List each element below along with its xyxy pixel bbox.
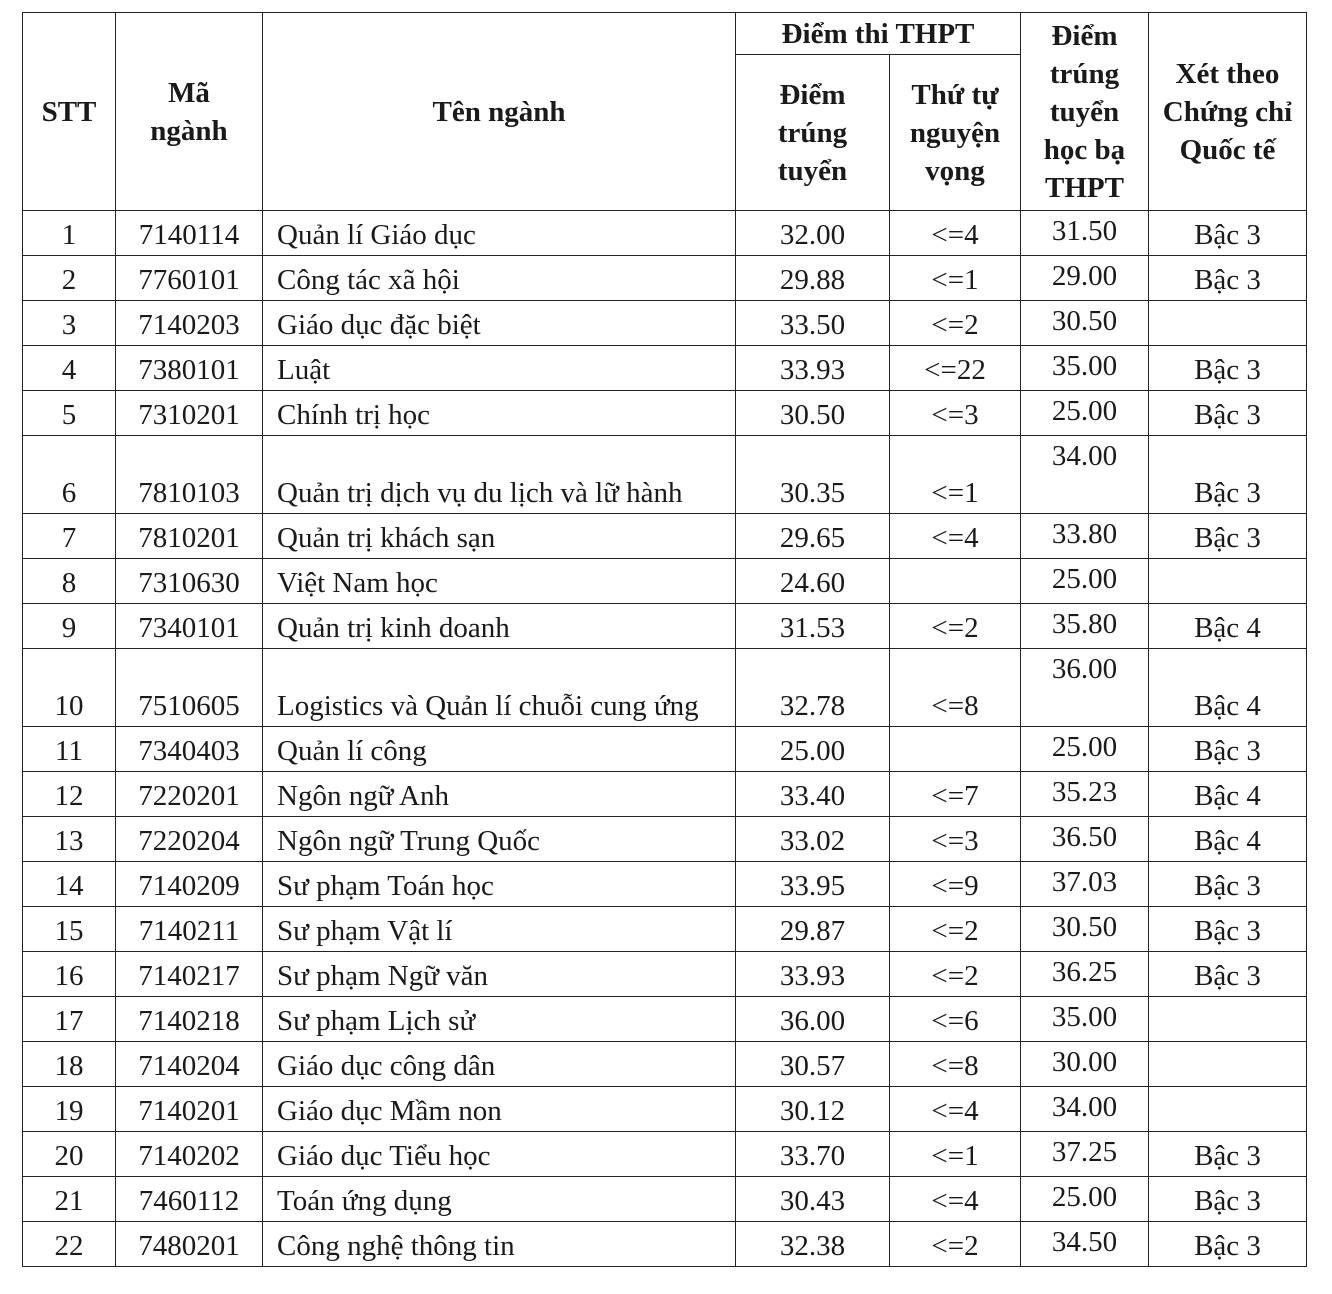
cell-major-name: Giáo dục đặc biệt <box>263 301 736 346</box>
cell-thpt-score: 33.93 <box>736 952 890 997</box>
cell-stt: 1 <box>23 211 116 256</box>
cell-thpt-score: 29.88 <box>736 256 890 301</box>
cell-major-code: 7810103 <box>116 436 263 514</box>
cell-hocba-score: 35.00 <box>1021 346 1149 391</box>
cell-thpt-score: 29.65 <box>736 514 890 559</box>
table-row <box>23 1177 1307 1222</box>
cell-intl-certificate: Bậc 3 <box>1149 1177 1307 1222</box>
cell-thpt-order: <=4 <box>890 1087 1021 1132</box>
cell-intl-certificate <box>1149 301 1307 346</box>
cell-intl-certificate: Bậc 3 <box>1149 1132 1307 1177</box>
cell-major-code: 7220204 <box>116 817 263 862</box>
cell-thpt-score: 33.70 <box>736 1132 890 1177</box>
cell-stt: 4 <box>23 346 116 391</box>
cell-major-code: 7760101 <box>116 256 263 301</box>
cell-hocba-score: 34.00 <box>1021 1087 1149 1132</box>
cell-stt: 5 <box>23 391 116 436</box>
header-intl-certificate <box>1149 13 1307 211</box>
cell-major-code: 7480201 <box>116 1222 263 1267</box>
table-row <box>23 604 1307 649</box>
cell-thpt-score: 33.50 <box>736 301 890 346</box>
header-thpt-score <box>736 55 890 211</box>
cell-intl-certificate <box>1149 997 1307 1042</box>
table-row <box>23 256 1307 301</box>
cell-thpt-order: <=7 <box>890 772 1021 817</box>
table-row <box>23 1042 1307 1087</box>
cell-thpt-order: <=6 <box>890 997 1021 1042</box>
cell-hocba-score: 37.03 <box>1021 862 1149 907</box>
cell-major-name: Quản trị kinh doanh <box>263 604 736 649</box>
cell-thpt-score: 30.35 <box>736 436 890 514</box>
cell-thpt-order: <=8 <box>890 649 1021 727</box>
cell-intl-certificate: Bậc 3 <box>1149 1222 1307 1267</box>
cell-intl-certificate: Bậc 3 <box>1149 256 1307 301</box>
cell-hocba-score: 25.00 <box>1021 559 1149 604</box>
cell-hocba-score: 35.23 <box>1021 772 1149 817</box>
cell-thpt-order: <=4 <box>890 514 1021 559</box>
cell-major-code: 7140201 <box>116 1087 263 1132</box>
table-row <box>23 1222 1307 1267</box>
cell-stt: 6 <box>23 436 116 514</box>
cell-hocba-score: 30.50 <box>1021 301 1149 346</box>
cell-intl-certificate: Bậc 4 <box>1149 817 1307 862</box>
cell-major-name: Ngôn ngữ Anh <box>263 772 736 817</box>
cell-thpt-order: <=1 <box>890 1132 1021 1177</box>
cell-stt: 10 <box>23 649 116 727</box>
cell-intl-certificate: Bậc 3 <box>1149 952 1307 997</box>
cell-stt: 11 <box>23 727 116 772</box>
cell-hocba-score: 35.80 <box>1021 604 1149 649</box>
cell-intl-certificate: Bậc 3 <box>1149 907 1307 952</box>
cell-major-code: 7460112 <box>116 1177 263 1222</box>
cell-major-code: 7340101 <box>116 604 263 649</box>
table-row <box>23 559 1307 604</box>
cell-major-code: 7380101 <box>116 346 263 391</box>
cell-major-code: 7220201 <box>116 772 263 817</box>
cell-major-code: 7310630 <box>116 559 263 604</box>
cell-major-name: Sư phạm Toán học <box>263 862 736 907</box>
cell-stt: 14 <box>23 862 116 907</box>
cell-major-code: 7140211 <box>116 907 263 952</box>
cell-hocba-score: 25.00 <box>1021 727 1149 772</box>
header-thpt-order-text: Thứ tự nguyện vọng <box>909 78 1001 187</box>
header-thpt-score-text: Điểm trúng tuyển <box>777 78 848 187</box>
cell-thpt-order <box>890 727 1021 772</box>
table-row <box>23 346 1307 391</box>
cell-hocba-score: 35.00 <box>1021 997 1149 1042</box>
header-thpt-group: Điểm thi THPT <box>736 13 1021 55</box>
cell-thpt-order: <=2 <box>890 604 1021 649</box>
cell-major-name: Chính trị học <box>263 391 736 436</box>
table-row <box>23 772 1307 817</box>
cell-thpt-score: 33.93 <box>736 346 890 391</box>
cell-thpt-score: 30.43 <box>736 1177 890 1222</box>
header-intl-certificate-text: Xét theo Chứng chỉ Quốc tế <box>1162 57 1293 166</box>
cell-stt: 19 <box>23 1087 116 1132</box>
cell-major-code: 7510605 <box>116 649 263 727</box>
cell-thpt-score: 30.57 <box>736 1042 890 1087</box>
cell-hocba-score: 37.25 <box>1021 1132 1149 1177</box>
cell-major-name: Ngôn ngữ Trung Quốc <box>263 817 736 862</box>
cell-major-code: 7810201 <box>116 514 263 559</box>
table-header <box>23 13 1307 211</box>
cell-thpt-score: 36.00 <box>736 997 890 1042</box>
cell-intl-certificate: Bậc 3 <box>1149 391 1307 436</box>
cell-thpt-score: 33.40 <box>736 772 890 817</box>
cell-thpt-score: 31.53 <box>736 604 890 649</box>
cell-major-name: Sư phạm Lịch sử <box>263 997 736 1042</box>
header-stt: STT <box>23 13 116 211</box>
table-row <box>23 862 1307 907</box>
cell-stt: 12 <box>23 772 116 817</box>
cell-major-name: Giáo dục Tiểu học <box>263 1132 736 1177</box>
cell-major-name: Quản trị khách sạn <box>263 514 736 559</box>
cell-intl-certificate: Bậc 3 <box>1149 514 1307 559</box>
header-thpt-order <box>890 55 1021 211</box>
cell-major-name: Sư phạm Ngữ văn <box>263 952 736 997</box>
cell-major-code: 7140217 <box>116 952 263 997</box>
cell-thpt-score: 24.60 <box>736 559 890 604</box>
cell-thpt-order: <=1 <box>890 436 1021 514</box>
cell-stt: 17 <box>23 997 116 1042</box>
cell-thpt-order: <=1 <box>890 256 1021 301</box>
cell-thpt-order: <=8 <box>890 1042 1021 1087</box>
cell-major-name: Công nghệ thông tin <box>263 1222 736 1267</box>
cell-stt: 13 <box>23 817 116 862</box>
cell-stt: 3 <box>23 301 116 346</box>
cell-thpt-order: <=2 <box>890 1222 1021 1267</box>
cell-major-name: Logistics và Quản lí chuỗi cung ứng <box>263 649 736 727</box>
cell-thpt-order: <=9 <box>890 862 1021 907</box>
cell-stt: 16 <box>23 952 116 997</box>
cell-stt: 7 <box>23 514 116 559</box>
cell-major-name: Luật <box>263 346 736 391</box>
cell-thpt-score: 25.00 <box>736 727 890 772</box>
cell-hocba-score: 25.00 <box>1021 1177 1149 1222</box>
cell-thpt-order: <=2 <box>890 907 1021 952</box>
header-major-name: Tên ngành <box>263 13 736 211</box>
cell-major-name: Công tác xã hội <box>263 256 736 301</box>
admission-scores-table <box>22 12 1307 1267</box>
cell-hocba-score: 36.00 <box>1021 649 1149 727</box>
table-row <box>23 391 1307 436</box>
table-row <box>23 1087 1307 1132</box>
cell-hocba-score: 34.50 <box>1021 1222 1149 1267</box>
cell-stt: 21 <box>23 1177 116 1222</box>
table-row <box>23 1132 1307 1177</box>
cell-hocba-score: 30.00 <box>1021 1042 1149 1087</box>
cell-intl-certificate: Bậc 4 <box>1149 772 1307 817</box>
cell-intl-certificate <box>1149 1042 1307 1087</box>
cell-hocba-score: 36.50 <box>1021 817 1149 862</box>
cell-thpt-score: 33.02 <box>736 817 890 862</box>
cell-intl-certificate: Bậc 3 <box>1149 346 1307 391</box>
cell-thpt-order: <=4 <box>890 211 1021 256</box>
cell-intl-certificate <box>1149 559 1307 604</box>
cell-major-name: Giáo dục công dân <box>263 1042 736 1087</box>
cell-intl-certificate: Bậc 3 <box>1149 862 1307 907</box>
cell-stt: 15 <box>23 907 116 952</box>
table-row <box>23 211 1307 256</box>
table-row <box>23 436 1307 514</box>
cell-major-name: Toán ứng dụng <box>263 1177 736 1222</box>
cell-major-name: Quản lí Giáo dục <box>263 211 736 256</box>
cell-major-name: Quản trị dịch vụ du lịch và lữ hành <box>263 436 736 514</box>
cell-major-code: 7140114 <box>116 211 263 256</box>
cell-major-code: 7140204 <box>116 1042 263 1087</box>
cell-thpt-order: <=22 <box>890 346 1021 391</box>
table-row <box>23 301 1307 346</box>
cell-intl-certificate: Bậc 3 <box>1149 727 1307 772</box>
cell-major-name: Việt Nam học <box>263 559 736 604</box>
cell-thpt-score: 33.95 <box>736 862 890 907</box>
cell-hocba-score: 31.50 <box>1021 211 1149 256</box>
header-hocba-score-text: Điểm trúng tuyển học bạ THPT <box>1043 19 1126 204</box>
cell-hocba-score: 29.00 <box>1021 256 1149 301</box>
cell-stt: 22 <box>23 1222 116 1267</box>
cell-intl-certificate: Bậc 3 <box>1149 436 1307 514</box>
cell-thpt-score: 32.78 <box>736 649 890 727</box>
cell-thpt-score: 30.50 <box>736 391 890 436</box>
cell-intl-certificate: Bậc 4 <box>1149 604 1307 649</box>
cell-stt: 8 <box>23 559 116 604</box>
cell-major-name: Sư phạm Vật lí <box>263 907 736 952</box>
cell-thpt-order: <=2 <box>890 301 1021 346</box>
cell-thpt-score: 32.38 <box>736 1222 890 1267</box>
cell-major-code: 7310201 <box>116 391 263 436</box>
cell-major-name: Giáo dục Mầm non <box>263 1087 736 1132</box>
header-hocba-score <box>1021 13 1149 211</box>
table-row <box>23 649 1307 727</box>
cell-hocba-score: 36.25 <box>1021 952 1149 997</box>
cell-thpt-order <box>890 559 1021 604</box>
table-row <box>23 727 1307 772</box>
cell-thpt-order: <=3 <box>890 391 1021 436</box>
cell-stt: 2 <box>23 256 116 301</box>
cell-major-name: Quản lí công <box>263 727 736 772</box>
header-major-code <box>116 13 263 211</box>
cell-thpt-order: <=3 <box>890 817 1021 862</box>
cell-major-code: 7140218 <box>116 997 263 1042</box>
cell-major-code: 7140209 <box>116 862 263 907</box>
table-row <box>23 997 1307 1042</box>
cell-intl-certificate: Bậc 4 <box>1149 649 1307 727</box>
table-body <box>23 211 1307 1267</box>
cell-hocba-score: 33.80 <box>1021 514 1149 559</box>
table-row <box>23 514 1307 559</box>
cell-hocba-score: 34.00 <box>1021 436 1149 514</box>
header-major-code-text: Mã ngành <box>150 76 228 147</box>
cell-thpt-order: <=4 <box>890 1177 1021 1222</box>
cell-thpt-score: 29.87 <box>736 907 890 952</box>
cell-stt: 20 <box>23 1132 116 1177</box>
cell-major-code: 7340403 <box>116 727 263 772</box>
cell-thpt-order: <=2 <box>890 952 1021 997</box>
cell-thpt-score: 30.12 <box>736 1087 890 1132</box>
cell-intl-certificate <box>1149 1087 1307 1132</box>
table-row <box>23 817 1307 862</box>
cell-stt: 18 <box>23 1042 116 1087</box>
cell-stt: 9 <box>23 604 116 649</box>
cell-major-code: 7140203 <box>116 301 263 346</box>
cell-thpt-score: 32.00 <box>736 211 890 256</box>
cell-hocba-score: 30.50 <box>1021 907 1149 952</box>
cell-hocba-score: 25.00 <box>1021 391 1149 436</box>
cell-intl-certificate: Bậc 3 <box>1149 211 1307 256</box>
table-row <box>23 907 1307 952</box>
table-row <box>23 952 1307 997</box>
cell-major-code: 7140202 <box>116 1132 263 1177</box>
